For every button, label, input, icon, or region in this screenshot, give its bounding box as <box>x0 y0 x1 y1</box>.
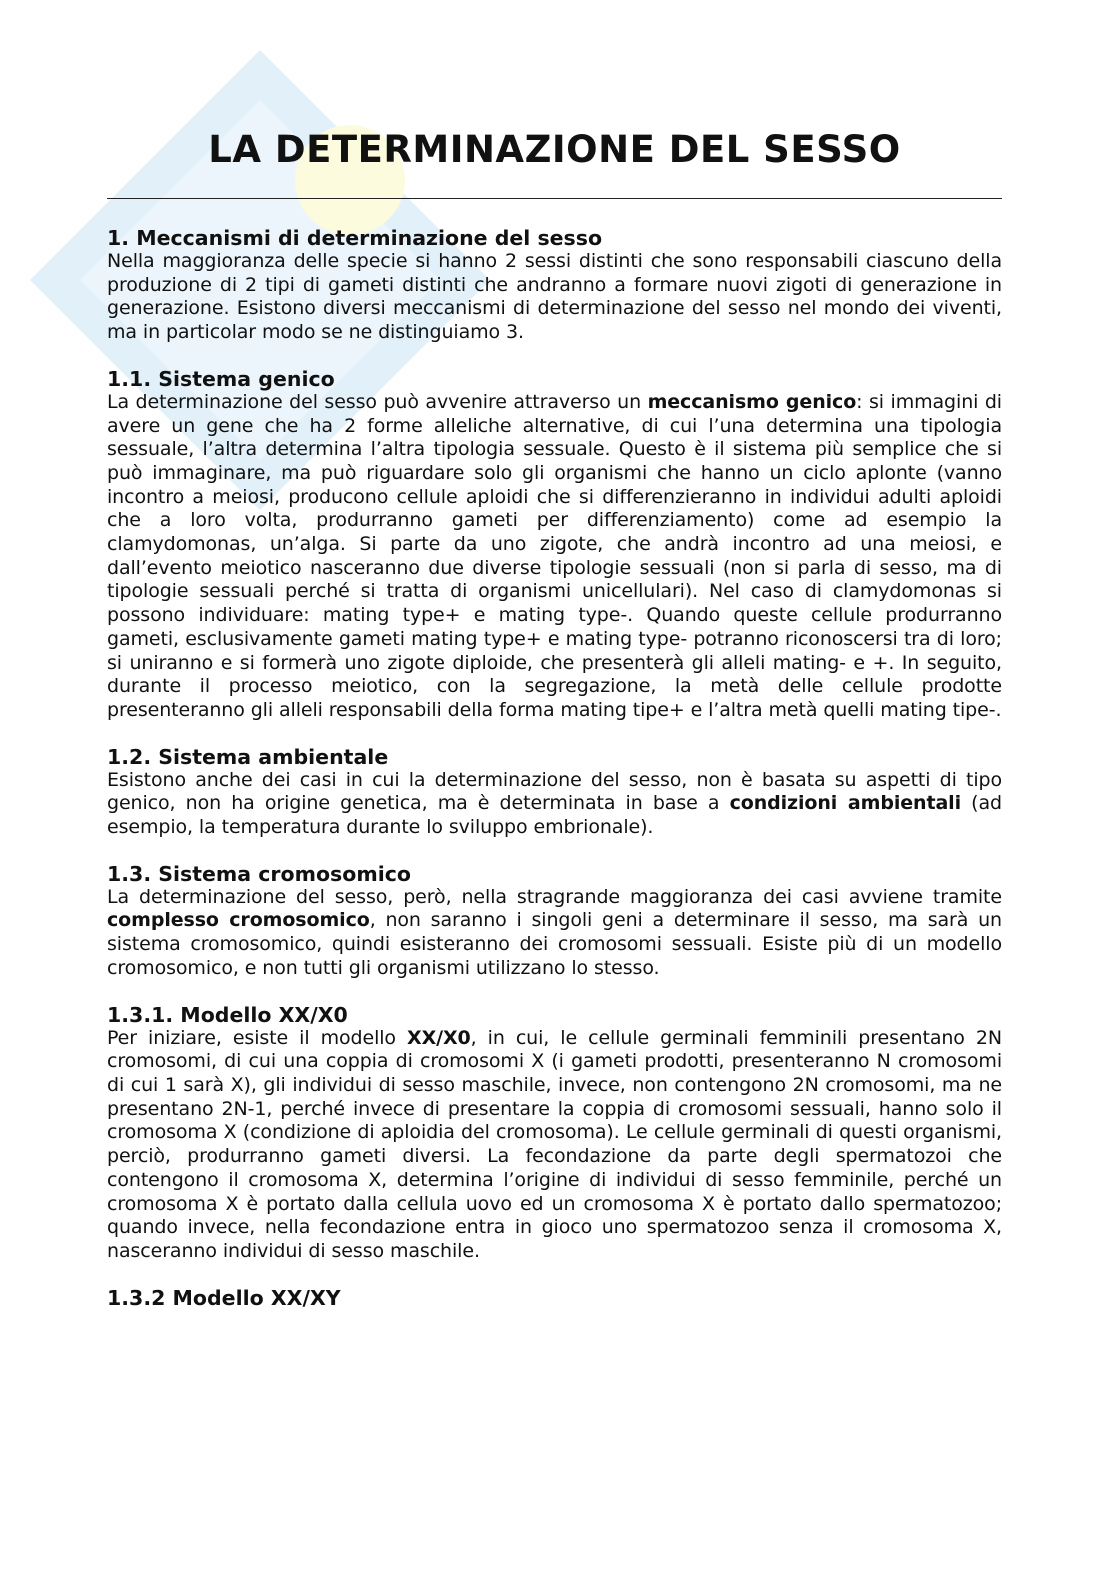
section-heading: 1.3.2 Modello XX/XY <box>107 1285 341 1310</box>
document-title: LA DETERMINAZIONE DEL SESSO <box>208 128 901 171</box>
bold-term: complesso cromosomico <box>107 909 370 932</box>
section-heading: 1.2. Sistema ambientale <box>107 744 389 769</box>
paragraph-text: (ad esempio, la temperatura durante lo sviluppo embrionale). <box>107 792 1002 839</box>
section-paragraph <box>107 391 1002 723</box>
section-heading: 1.3. Sistema cromosomico <box>107 861 411 886</box>
paragraph-text: , non saranno i singoli geni a determinare il sesso, ma sarà un sistema cromosomico, quindi esisteranno dei cromosomi sessuali. Esiste più di un modello cromosomico, e non tutti gli organismi utilizzano lo stesso. <box>107 909 1002 979</box>
paragraph-text: La determinazione del sesso può avvenire attraverso un <box>107 390 648 413</box>
paragraph-text: : si immagini di avere un gene che ha 2 forme alleliche alternative, di cui l’una determina una tipologia sessuale, l’altra determina l’altra tipologia sessuale. Questo è il sistema più semplice che si può immaginare, ma può riguardare solo gli organismi che hanno un ciclo aplonte (vanno incontro a meiosi, producono cellule aploidi che si differenzieranno in individui adulti aploidi che a loro volta, produrranno gameti per differenziamento) come ad esempio la clamydomonas, un’alga. Si parte da uno zigote, che andrà incontro ad una meiosi, e dall’evento meiotico nasceranno due diverse tipologie sessuali (non si parla di sesso, ma di tipologie sessuali perché si tratta di organismi unicellulari). Nel caso di clamydomonas si possono individuare: mating type+ e mating type-. Quando queste cellule produrranno gameti, esclusivamente gameti mating type+ e mating type- potranno riconoscersi tra di loro; si uniranno e si formerà uno zigote diploide, che presenterà gli alleli mating- e +. In seguito, durante il processo meiotico, con la segregazione, la metà delle cellule prodotte presenteranno gli alleli responsabili della forma mating tipe+ e l’altra metà quelli mating tipe-. <box>107 390 1002 721</box>
title-divider <box>107 198 1002 199</box>
section-paragraph <box>107 886 1002 981</box>
bold-term: condizioni ambientali <box>729 792 962 815</box>
bold-term: XX/X0 <box>407 1026 471 1049</box>
bold-term: meccanismo genico <box>647 390 857 413</box>
section-heading: 1. Meccanismi di determinazione del sesso <box>107 226 603 250</box>
paragraph-text: Per iniziare, esiste il modello <box>107 1026 408 1049</box>
section-1-3-1 <box>107 1003 1002 1264</box>
paragraph-text: La determinazione del sesso, però, nella stragrande maggioranza dei casi avviene tramite <box>107 885 1002 908</box>
section-paragraph: Nella maggioranza delle specie si hanno 2 sessi distinti che sono responsabili ciascuno della produzione di 2 tipi di gameti distinti che andranno a formare nuovi zigoti di generazione in generazione. Esistono diversi meccanismi di determinazione del sesso nel mondo dei viventi, ma in particolar modo se ne distinguiamo 3. <box>107 250 1002 344</box>
section-heading: 1.3.1. Modello XX/X0 <box>107 1002 348 1027</box>
section-paragraph <box>107 769 1002 840</box>
section-heading: 1.1. Sistema genico <box>107 366 335 391</box>
document-body <box>107 226 1002 1332</box>
section-1-2 <box>107 745 1002 840</box>
paragraph-text: Esistono anche dei casi in cui la determinazione del sesso, non è basata su aspetti di tipo genico, non ha origine genetica, ma è determinata in base a <box>107 768 1002 815</box>
section-paragraph <box>107 1027 1002 1264</box>
section-1 <box>107 226 1002 345</box>
paragraph-text: , in cui, le cellule germinali femminili presentano 2N cromosomi, di cui una coppia di cromosomi X (i gameti prodotti, presenteranno N cromosomi di cui 1 sarà X), gli individui di sesso maschile, invece, non contengono 2N cromosomi, ma ne presentano 2N-1, perché invece di presentare la coppia di cromosomi sessuali, hanno solo il cromosoma X (condizione di aploidia del cromosoma). Le cellule germinali di questi organismi, perciò, produrranno gameti diversi. La fecondazione da parte degli spermatozoi che contengono il cromosoma X, determina l’origine di individui di sesso femminile, perché un cromosoma X è portato dalla cellula uovo ed un cromosoma X è portato dallo spermatozoo; quando invece, nella fecondazione entra in gioco uno spermatozoo senza il cromosoma X, nasceranno individui di sesso maschile. <box>107 1026 1002 1262</box>
section-1-1 <box>107 367 1002 723</box>
section-1-3 <box>107 862 1002 981</box>
section-1-3-2 <box>107 1286 1002 1310</box>
